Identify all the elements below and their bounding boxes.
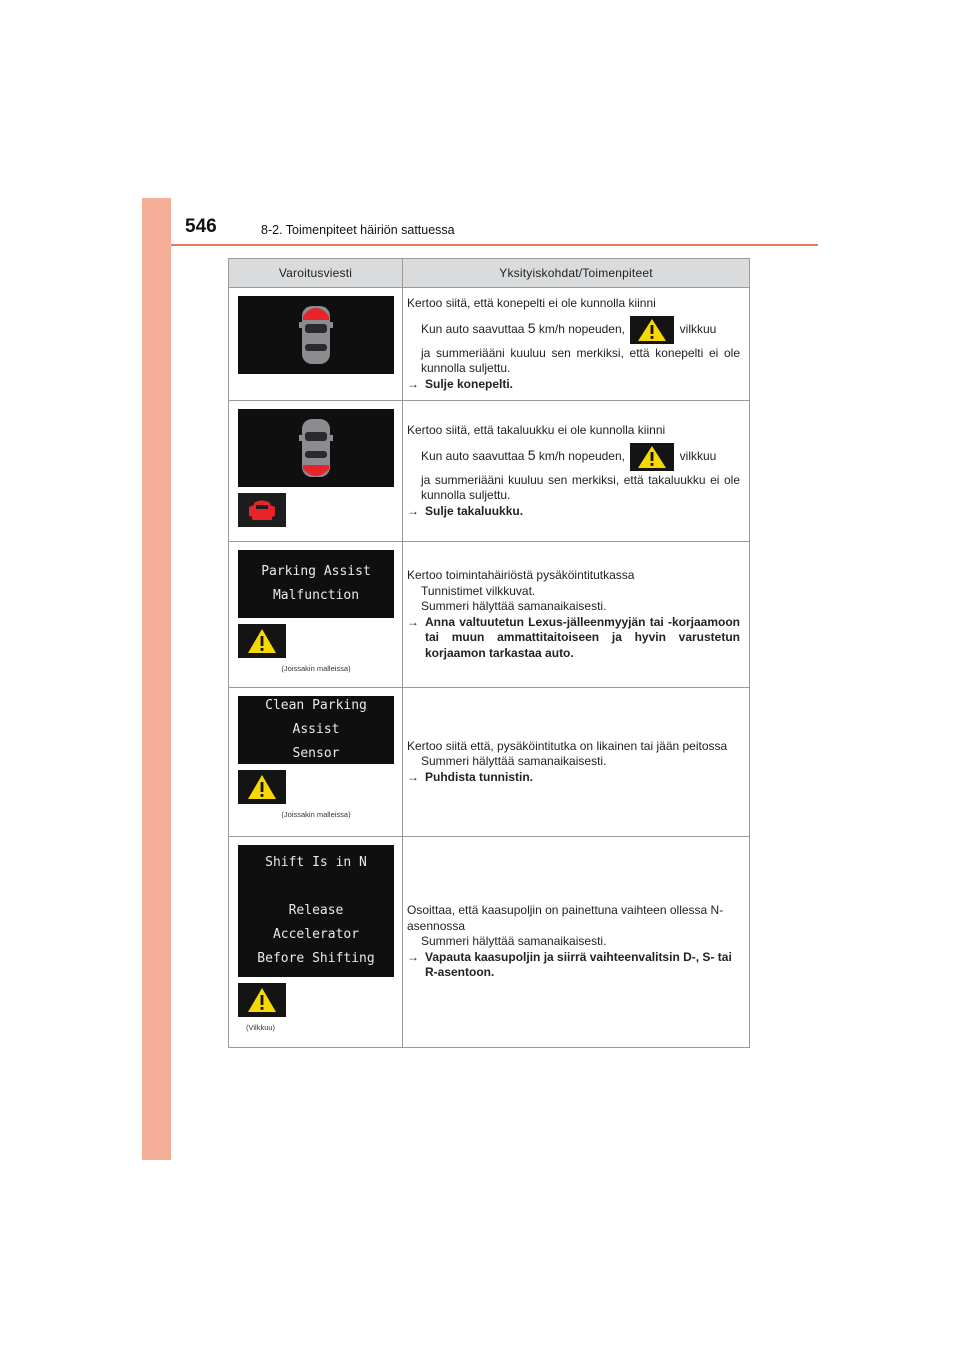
col-header-message: Varoitusviesti [229,259,403,288]
display-line: Sensor [292,746,340,761]
display-hood-open [238,296,394,374]
condition-text [407,443,740,471]
action-line [407,950,740,981]
description-text: Kertoo siitä, että konepelti ei ole kunnolla kiinni [407,296,656,310]
display-line: Shift Is in N [265,855,367,870]
image-caption: (Joissakin malleissa) [281,810,351,819]
arrow-icon: → [407,949,419,964]
action-text: Puhdista tunnistin. [425,769,533,784]
action-text: Anna valtuutetun Lexus-jälleenmyyjän tai -korjaamoon tai muun ammattitaitoiseen ja hyvin varustetun korjaamon tarkastaa auto. [425,614,740,660]
warning-light-icon [630,316,674,344]
section-title: 8-2. Toimenpiteet häiriön sattuessa [261,223,455,237]
message-details-cell [403,688,750,837]
display-line: Parking Assist [261,564,371,579]
condition-part: Kun auto saavuttaa [421,321,525,336]
table-row [229,288,750,401]
arrow-icon: → [407,769,419,784]
display-parking-assist-malfunction [238,550,394,618]
condition-part: Kun auto saavuttaa [421,448,525,463]
message-details-cell [403,288,750,401]
image-caption: (Joissakin malleissa) [281,664,351,673]
table-row [229,837,750,1048]
detail-text: Summeri hälyttää samanaikaisesti. [421,599,607,613]
col-header-details: Yksityiskohdat/Toimenpiteet [403,259,750,288]
condition-text [407,316,740,344]
detail-text: Summeri hälyttää samanaikaisesti. [421,934,607,949]
arrow-icon: → [407,376,419,391]
description-text: Kertoo toimintahäiriöstä pysäköintitutkassa [407,568,635,582]
display-trunk-open [238,409,394,487]
page-number: 546 [185,216,217,237]
display-line: Malfunction [272,588,360,603]
display-line: Before Shifting [257,951,375,966]
description-text: Kertoo siitä että, pysäköintitutka on likainen tai jään peitossa [407,738,728,753]
table-row [229,542,750,688]
message-details-cell [403,837,750,1048]
message-image-cell [229,401,403,542]
condition-part: km/h nopeuden, [538,321,625,336]
arrow-icon: → [407,503,419,518]
action-text: Sulje takaluukku. [425,503,524,518]
table-header-row [229,259,750,288]
condition-part: vilkkuu [679,448,717,463]
header-divider [171,244,818,246]
master-warning-indicator [238,624,286,658]
message-image-cell [229,837,403,1048]
warning-light-icon [630,443,674,471]
display-clean-parking-assist-sensor [238,696,394,764]
detail-text: Tunnistimet vilkkuvat. [421,583,536,598]
table-row [229,401,750,542]
message-image-cell [229,688,403,837]
action-line [407,377,740,393]
action-line [407,770,740,786]
action-text: Vapauta kaasupoljin ja siirrä vaihteenvalitsin D-, S- tai R-asentoon. [425,949,732,980]
detail-text: Summeri hälyttää samanaikaisesti. [421,754,607,769]
image-caption: (Vilkkuu) [246,1023,276,1032]
condition-continued: ja summeriääni kuuluu sen merkiksi, että konepelti ei ole kunnolla suljettu. [421,345,740,375]
display-line: Release [288,903,344,918]
car-hood-open-icon [296,302,336,368]
open-door-indicator [238,493,286,527]
message-image-cell [229,542,403,688]
table-row [229,688,750,837]
speed-value: 5 [527,446,536,463]
warning-triangle-icon [247,987,277,1013]
condition-continued: ja summeriääni kuuluu sen merkiksi, että takaluukku ei ole kunnolla suljettu. [421,472,740,502]
message-details-cell [403,542,750,688]
warning-triangle-icon [247,774,277,800]
display-line: Clean Parking Assist [265,698,367,737]
warning-message-table [228,258,750,1048]
speed-value: 5 [527,319,536,336]
warning-triangle-icon [247,628,277,654]
master-warning-indicator [238,983,286,1017]
description-text: Osoittaa, että kaasupoljin on painettuna vaihteen ollessa N-asennossa [407,903,724,933]
message-details-cell [403,401,750,542]
action-line [407,504,740,520]
message-image-cell [229,288,403,401]
action-line [407,615,740,662]
description-text: Kertoo siitä, että takaluukku ei ole kunnolla kiinni [407,423,666,437]
arrow-icon: → [407,614,419,629]
master-warning-indicator [238,770,286,804]
display-line: Accelerator [272,927,360,942]
display-shift-is-in-n [238,845,394,977]
action-text: Sulje konepelti. [425,376,514,391]
condition-part: km/h nopeuden, [538,448,625,463]
condition-part: vilkkuu [679,321,717,336]
side-margin-band [142,198,171,1160]
car-door-open-icon [247,497,277,523]
car-trunk-open-icon [296,415,336,481]
